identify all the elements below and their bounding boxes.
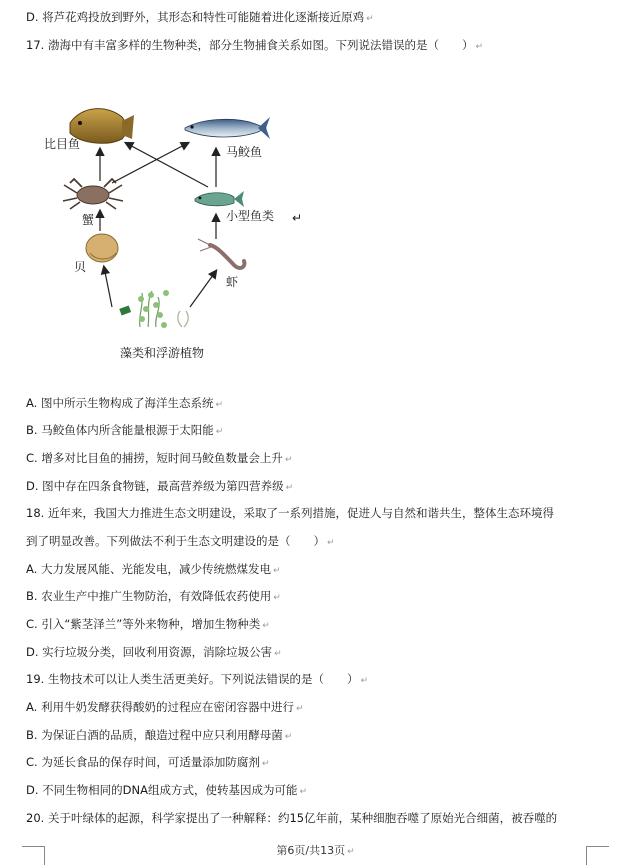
q19-option-b: B. 为保证白酒的品质，酿造过程中应只利用酵母菌 ↵ — [26, 728, 293, 742]
shrimp-image — [198, 239, 244, 268]
q19-option-d: D. 不同生物相同的DNA组成方式，使转基因成为可能 ↵ — [26, 783, 308, 797]
paragraph-mark: ↵ — [292, 211, 303, 225]
label-crab: 蟹 — [82, 213, 95, 227]
q17-stem: 17. 渤海中有丰富多样的生物种类，部分生物捕食关系如图。下列说法错误的是（ ） ↵ — [26, 38, 483, 52]
q19-stem: 19. 生物技术可以让人类生活更美好。下列说法错误的是（ ） ↵ — [26, 672, 368, 686]
q18-option-b: B. 农业生产中推广生物防治，有效降低农药使用 ↵ — [26, 589, 281, 603]
label-flatfish: 比目鱼 — [44, 137, 81, 151]
label-algae: 藻类和浮游植物 — [120, 346, 205, 360]
energy-flow-arrows — [100, 143, 216, 307]
crab-image — [63, 179, 123, 209]
q17-option-b: B. 马鲛鱼体内所含能量根源于太阳能 ↵ — [26, 423, 224, 437]
q16-option-d: D. 将芦花鸡投放到野外，其形态和特性可能随着进化逐渐接近原鸡 ↵ — [26, 10, 374, 24]
label-mackerel: 马鲛鱼 — [226, 145, 263, 159]
q19-option-a: A. 利用牛奶发酵获得酸奶的过程应在密闭容器中进行 ↵ — [26, 700, 304, 714]
q18-stem-line1: 18. 近年来，我国大力推进生态文明建设，采取了一系列措施，促进人与自然和谐共生，整体生态环境得 — [26, 506, 554, 520]
mackerel-image — [185, 117, 270, 139]
label-shrimp: 虾 — [226, 275, 239, 289]
q17-option-c: C. 增多对比目鱼的捕捞，短时间马鲛鱼数量会上升 ↵ — [26, 451, 293, 465]
small-fish-image — [195, 191, 244, 207]
algae-image — [119, 290, 188, 328]
q18-stem-line2: 到了明显改善。下列做法不利于生态文明建设的是（ ） ↵ — [26, 534, 335, 548]
q19-option-c: C. 为延长食品的保存时间，可适量添加防腐剂 ↵ — [26, 755, 270, 769]
q18-option-d: D. 实行垃圾分类，回收利用资源，消除垃圾公害 ↵ — [26, 645, 282, 659]
q17-option-d: D. 图中存在四条食物链，最高营养级为第四营养级 ↵ — [26, 479, 294, 493]
page-footer: 第6页/共13页 ↵ — [276, 844, 355, 857]
label-small-fish: 小型鱼类 — [226, 209, 275, 223]
shellfish-image — [86, 234, 118, 262]
label-shellfish: 贝 — [74, 260, 87, 274]
q20-stem: 20. 关于叶绿体的起源，科学家提出了一种解释：约15亿年前，某种细胞吞噬了原始光合细菌，被吞噬的 — [26, 811, 558, 825]
q17-option-a: A. 图中所示生物构成了海洋生态系统 ↵ — [26, 396, 224, 410]
q18-option-a: A. 大力发展风能、光能发电，减少传统燃煤发电 ↵ — [26, 562, 281, 576]
q18-option-c: C. 引入“紫茎泽兰”等外来物种，增加生物种类 ↵ — [26, 617, 270, 631]
food-web-diagram — [30, 95, 320, 365]
